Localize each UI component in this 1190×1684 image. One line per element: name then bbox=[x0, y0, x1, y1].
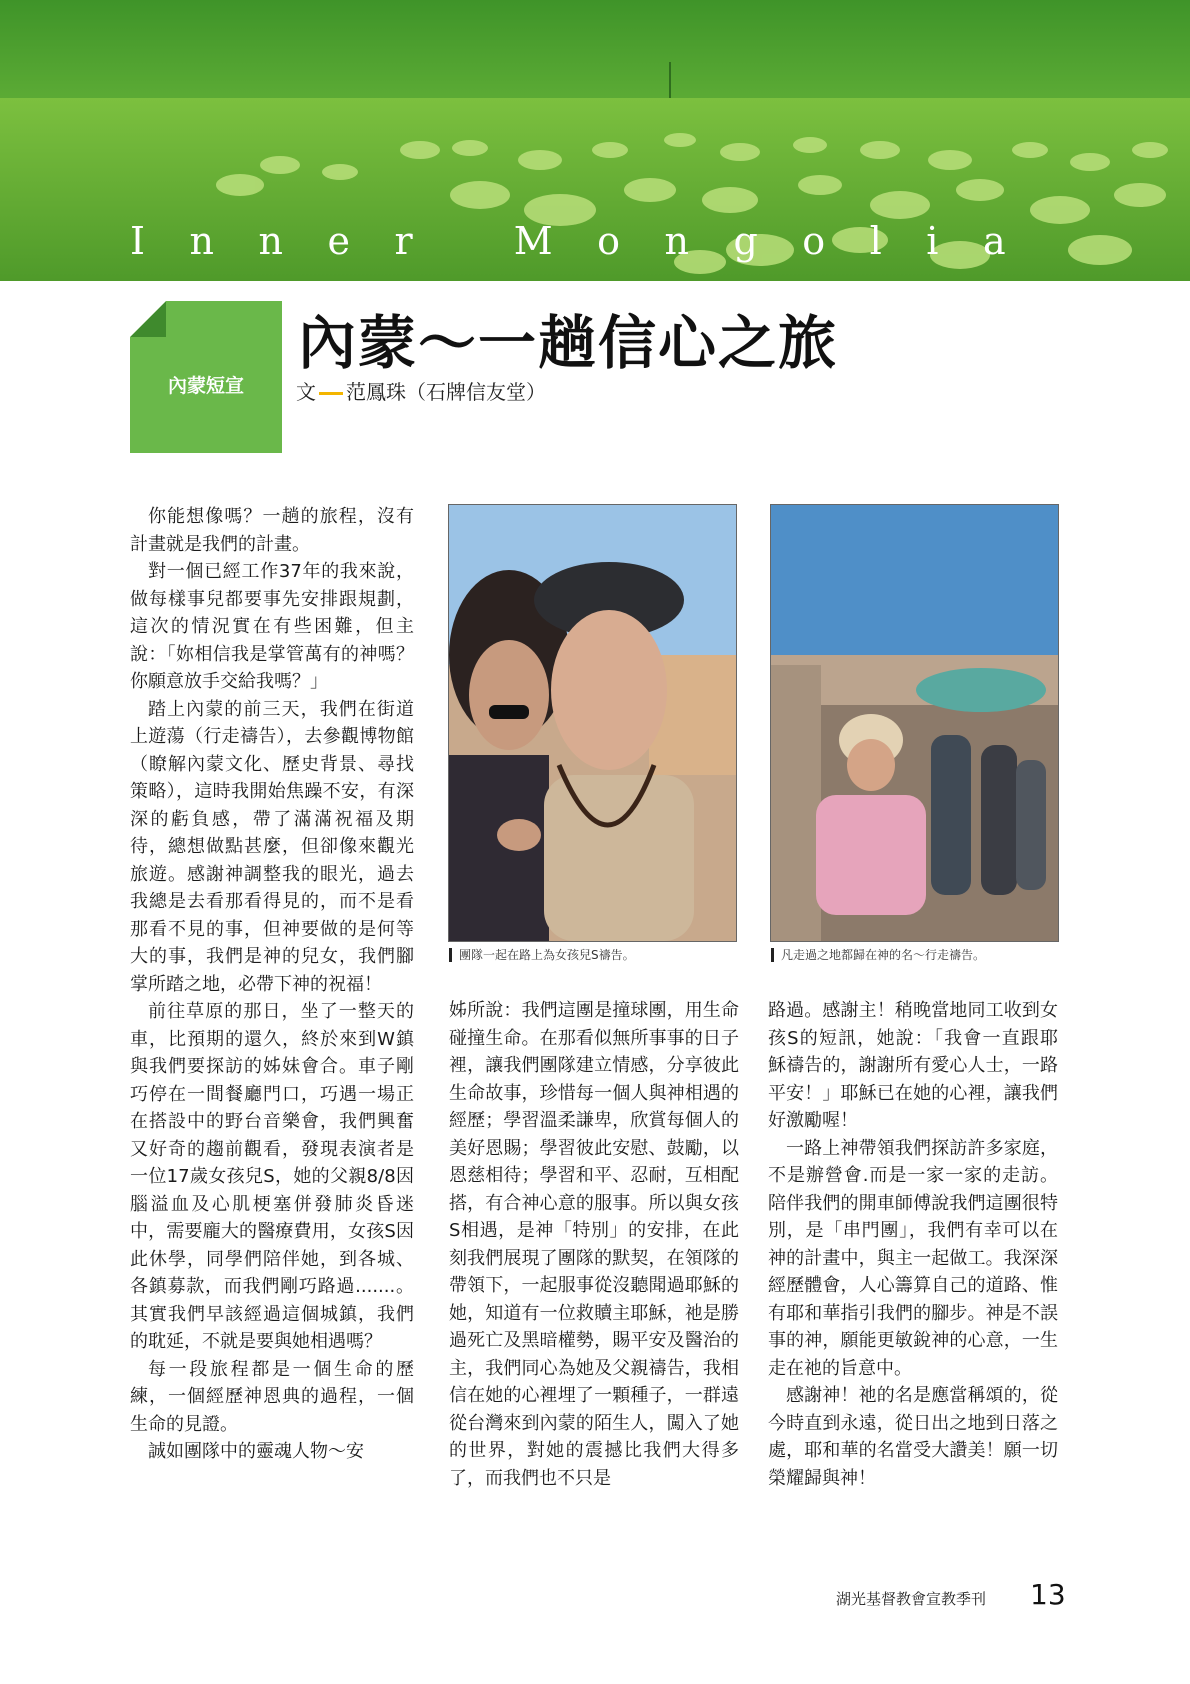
photo-prayer-walk bbox=[770, 504, 1059, 942]
section-tag-label: 內蒙短宣 bbox=[167, 375, 244, 397]
photo-walk-image bbox=[771, 505, 1058, 941]
paragraph: 每一段旅程都是一個生命的歷練，一個經歷神恩典的過程，一個生命的見證。 bbox=[130, 1358, 414, 1435]
photo-caption-1: 團隊一起在路上為女孩兒S禱告。 bbox=[449, 948, 635, 962]
paragraph: 一路上神帶領我們探訪許多家庭，不是辦營會.而是一家一家的走訪。陪伴我們的開車師傅說我們這團很特別，是「串門團」，我們有幸可以在神的計畫中，與主一起做工。我深深經歷體會，人心籌算自己的道路、惟有耶和華指引我們的腳步。神是不誤事的神，願能更敏銳神的心意，一生走在祂的旨意中。 bbox=[768, 1137, 1058, 1379]
paragraph: 路過。感謝主！稍晚當地同工收到女孩S的短訊，她說：「我會一直跟耶穌禱告的，謝謝所有愛心人士，一路平安！」耶穌已在她的心裡，讓我們好激勵喔！ bbox=[768, 1000, 1058, 1131]
byline-dash bbox=[319, 392, 343, 395]
section-tag bbox=[130, 301, 282, 453]
text-column-3 bbox=[768, 997, 1058, 1492]
byline-prefix: 文 bbox=[296, 380, 316, 404]
photo-caption-2: 凡走過之地都歸在神的名～行走禱告。 bbox=[771, 948, 985, 962]
paragraph: 前往草原的那日，坐了一整天的車，比預期的還久，終於來到W鎮與我們要探訪的姊妹會合。車子剛巧停在一間餐廳門口，巧遇一場正在搭設中的野台音樂會，我們興奮又好奇的趨前觀看，發現表演者是一位17歲女孩兒S，她的父親8/8因腦溢血及心肌梗塞併發肺炎昏迷中，需要龐大的醫療費用，女孩S因此休學，同學們陪伴她，到各城、各鎮募款，而我們剛巧路過.......。其實我們早該經過這個城鎮，我們的耽延，不就是要與她相遇嗎？ bbox=[130, 1001, 414, 1352]
photo-prayer-image bbox=[449, 505, 736, 941]
tag-fold-shadow bbox=[130, 301, 166, 337]
paragraph: 姊所說：我們這團是撞球團，用生命碰撞生命。在那看似無所事事的日子裡，讓我們團隊建立情感，分享彼此生命故事，珍惜每一個人與神相遇的經歷；學習溫柔謙卑，欣賞每個人的美好恩賜；學習彼此安慰、鼓勵，以恩慈相待；學習和平、忍耐，互相配搭，有合神心意的服事。所以與女孩S相遇，是神「特別」的安排，在此刻我們展現了團隊的默契，在領隊的帶領下，一起服事從沒聽聞過耶穌的她，知道有一位救贖主耶穌，祂是勝過死亡及黑暗權勢，賜平安及醫治的主，我們同心為她及父親禱告，我相信在她的心裡埋了一顆種子，一群遠從台灣來到內蒙的陌生人，闖入了她的世界，對她的震撼比我們大得多了，而我們也不只是 bbox=[449, 1000, 739, 1489]
paragraph: 你能想像嗎？一趟的旅程，沒有計畫就是我們的計畫。 bbox=[130, 506, 414, 555]
byline bbox=[296, 376, 546, 405]
text-column-2 bbox=[449, 997, 739, 1492]
page-number: 13 bbox=[1030, 1578, 1066, 1611]
paragraph: 對一個已經工作37年的我來說，做每樣事兒都要事先安排跟規劃，這次的情況實在有些困難，但主說：「妳相信我是掌管萬有的神嗎？你願意放手交給我嗎？」 bbox=[130, 561, 414, 692]
publication-name: 湖光基督教會宣教季刊 bbox=[836, 1590, 987, 1608]
byline-author: 范鳳珠（石牌信友堂） bbox=[346, 380, 546, 404]
text-column-1 bbox=[130, 503, 414, 1466]
article-title: 內蒙～一趟信心之旅 bbox=[298, 309, 839, 377]
paragraph: 誠如團隊中的靈魂人物～安 bbox=[148, 1441, 364, 1462]
photo-prayer-for-girl bbox=[448, 504, 737, 942]
header-banner bbox=[0, 0, 1190, 281]
paragraph: 感謝神！祂的名是應當稱頌的，從今時直到永遠，從日出之地到日落之處，耶和華的名當受大讚美！願一切榮耀歸與神！ bbox=[768, 1385, 1058, 1489]
paragraph: 踏上內蒙的前三天，我們在街道上遊蕩（行走禱告），去參觀博物館（瞭解內蒙文化、歷史背景、尋找策略），這時我開始焦躁不安，有深深的虧負感，帶了滿滿祝福及期待，總想做點甚麼，但卻像來觀光旅遊。感謝神調整我的眼光，過去我總是去看那看得見的，而不是看那看不見的事，但神要做的是何等大的事，我們是神的兒女，我們腳掌所踏之地，必帶下神的祝福！ bbox=[130, 698, 414, 995]
banner-title: Inner Mongolia bbox=[130, 219, 1051, 263]
